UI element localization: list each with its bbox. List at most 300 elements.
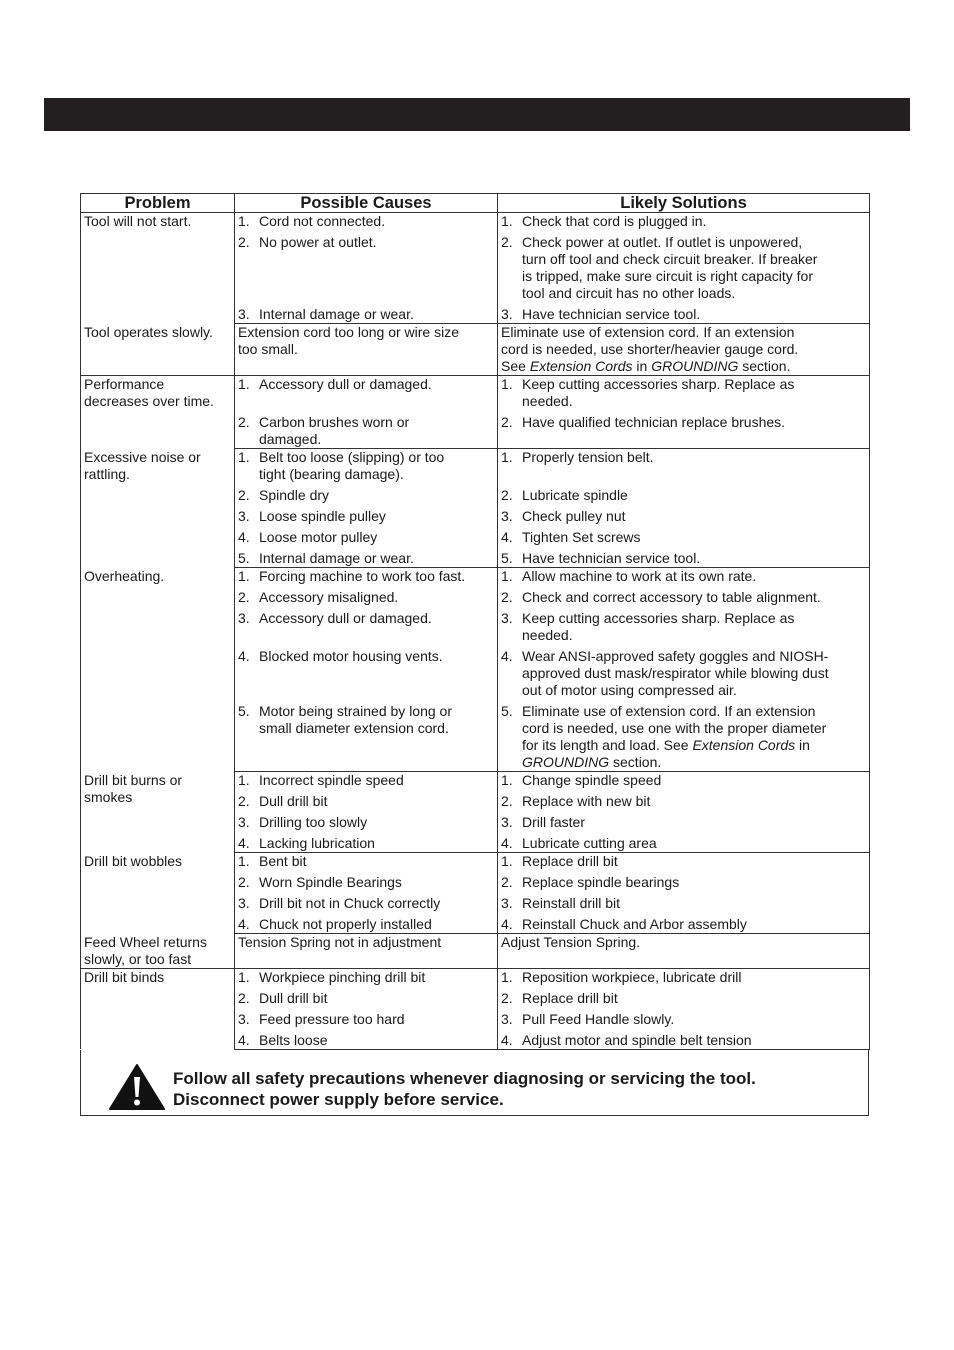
solution-text <box>522 990 867 1007</box>
solution-cell <box>498 376 870 415</box>
solution-line: Replace drill bit <box>522 989 618 1006</box>
cause-cell <box>235 414 498 449</box>
cause-cell <box>235 234 498 306</box>
solution-number: 2. <box>501 234 513 250</box>
problem-text: slowly, or too fast <box>84 950 192 967</box>
cause-number: 2. <box>238 414 250 430</box>
solution-line: turn off tool and check circuit breaker. If breaker <box>522 251 818 267</box>
table-row <box>81 568 870 590</box>
solution-line: Replace spindle bearings <box>522 874 680 890</box>
solution-text <box>522 414 867 431</box>
header-possible-causes: Possible Causes <box>235 194 498 213</box>
solution-text <box>522 835 867 852</box>
solution-item <box>501 529 867 546</box>
solution-cell <box>498 916 870 934</box>
solution-text <box>522 610 867 644</box>
solution-line: Replace drill bit <box>522 853 618 869</box>
cause-line: Forcing machine to work too fast. <box>259 568 466 584</box>
header-likely-solutions: Likely Solutions <box>498 194 870 213</box>
cause-text <box>259 990 495 1007</box>
cause-text <box>259 449 495 483</box>
solution-number: 2. <box>501 589 513 605</box>
cause-text <box>259 916 495 933</box>
solution-text <box>522 648 867 699</box>
cause-text <box>259 306 495 323</box>
solution-line: Eliminate use of extension cord. If an extension <box>501 324 795 340</box>
problem-text: Overheating. <box>84 567 165 584</box>
cause-text <box>259 793 495 810</box>
cause-line: Feed pressure too hard <box>259 1010 405 1027</box>
cause-item <box>238 529 495 546</box>
table-row <box>81 853 870 875</box>
cause-line: Extension cord too long or wire size <box>238 324 459 340</box>
cause-text <box>259 814 495 831</box>
cause-cell <box>235 835 498 853</box>
solution-line: Lubricate cutting area <box>522 835 657 851</box>
problem-cell <box>81 968 235 1049</box>
cause-item <box>238 793 495 810</box>
solution-line: out of motor using compressed air. <box>522 682 737 698</box>
cause-item <box>238 449 495 483</box>
cause-item <box>238 568 495 585</box>
problem-cell <box>81 376 235 449</box>
solution-item <box>501 487 867 504</box>
solution-number: 3. <box>501 895 513 911</box>
cause-line: Belt too loose (slipping) or too <box>259 449 445 465</box>
cause-item <box>238 376 495 393</box>
cause-number: 4. <box>238 1031 250 1048</box>
solution-number: 1. <box>501 568 513 584</box>
solution-number: 2. <box>501 874 513 890</box>
cause-number: 3. <box>238 1010 250 1027</box>
solution-line: Reposition workpiece, lubricate drill <box>522 968 742 985</box>
warning-text <box>173 1068 756 1110</box>
solution-line: Have technician service tool. <box>522 306 701 322</box>
cause-line: Chuck not properly installed <box>259 916 432 932</box>
solution-text <box>522 306 867 323</box>
problem-cell <box>81 449 235 568</box>
cause-line: Tension Spring not in adjustment <box>238 934 442 950</box>
solution-cell <box>498 306 870 324</box>
cause-text <box>259 853 495 870</box>
solution-line: Have technician service tool. <box>522 550 701 566</box>
cause-text <box>259 703 495 737</box>
solution-number: 3. <box>501 814 513 830</box>
cause-text <box>259 969 495 986</box>
cause-number: 3. <box>238 610 250 626</box>
solution-number: 4. <box>501 648 513 664</box>
cause-number: 1. <box>238 213 250 229</box>
solution-text <box>522 703 867 771</box>
solution-line: Pull Feed Handle slowly. <box>522 1010 675 1027</box>
header-problem: Problem <box>81 194 235 213</box>
table-row <box>81 449 870 488</box>
cause-cell <box>235 589 498 610</box>
cause-line: Loose spindle pulley <box>259 508 386 524</box>
solution-line: Wear ANSI-approved safety goggles and NIOSH- <box>522 648 829 664</box>
cause-number: 4. <box>238 916 250 932</box>
solution-text <box>522 508 867 525</box>
cause-item <box>238 703 495 737</box>
solution-line: cord is needed, use shorter/heavier gauge cord. <box>501 341 799 357</box>
solution-line: cord is needed, use one with the proper diameter <box>522 720 827 736</box>
solution-text <box>522 814 867 831</box>
safety-warning <box>80 1050 869 1116</box>
problem-text: Tool operates slowly. <box>84 323 213 340</box>
cause-item <box>238 853 495 870</box>
solution-text <box>522 969 867 986</box>
cause-line: Accessory dull or damaged. <box>259 610 432 626</box>
problem-text: Drill bit binds <box>84 968 165 985</box>
solution-line <box>522 737 867 754</box>
solution-number: 1. <box>501 213 513 229</box>
cause-cell <box>235 703 498 772</box>
cause-item <box>238 610 495 627</box>
cause-line: Spindle dry <box>259 487 330 503</box>
cause-number: 2. <box>238 589 250 605</box>
solution-cell <box>498 550 870 568</box>
cause-item <box>238 487 495 504</box>
cause-cell <box>235 324 498 376</box>
solution-line: Allow machine to work at its own rate. <box>522 568 757 584</box>
solution-item <box>501 772 867 789</box>
solution-item <box>501 550 867 567</box>
solution-number: 5. <box>501 703 513 719</box>
solution-line: Tighten Set screws <box>522 529 641 545</box>
solution-cell <box>498 874 870 895</box>
problem-text: Drill bit wobbles <box>84 852 183 869</box>
solution-text <box>522 916 867 933</box>
cause-item <box>238 1032 495 1049</box>
solution-cell <box>498 449 870 488</box>
cause-cell <box>235 895 498 916</box>
solution-item <box>501 306 867 323</box>
cause-item <box>238 234 495 251</box>
cause-cell <box>235 772 498 794</box>
cause-number: 1. <box>238 772 250 788</box>
solution-number: 3. <box>501 1010 513 1027</box>
solution-item <box>501 793 867 810</box>
solution-number: 4. <box>501 529 513 545</box>
solution-line: Drill faster <box>522 814 586 830</box>
cause-line: Loose motor pulley <box>259 529 378 545</box>
solution-line: Lubricate spindle <box>522 487 628 503</box>
solution-number: 2. <box>501 989 513 1006</box>
cause-text <box>259 1011 495 1028</box>
italic-ref: Extension Cords <box>529 358 633 374</box>
cause-number: 1. <box>238 568 250 584</box>
solution-text <box>522 793 867 810</box>
cause-cell <box>235 529 498 550</box>
solution-line <box>501 358 867 375</box>
solution-item <box>501 835 867 852</box>
cause-line: No power at outlet. <box>259 234 377 250</box>
cause-cell <box>235 853 498 875</box>
solution-text <box>522 550 867 567</box>
cause-number: 3. <box>238 814 250 830</box>
cause-item <box>238 969 495 986</box>
cause-item <box>238 814 495 831</box>
text-segment: for its length and load. See <box>522 737 693 753</box>
cause-cell <box>235 610 498 648</box>
cause-line: small diameter extension cord. <box>259 720 449 736</box>
table-row <box>81 213 870 235</box>
cause-line: Internal damage or wear. <box>259 306 414 322</box>
cause-number: 2. <box>238 989 250 1006</box>
cause-number: 1. <box>238 449 250 465</box>
solution-text <box>522 772 867 789</box>
cause-text <box>259 835 495 852</box>
cause-cell <box>235 990 498 1011</box>
cause-cell <box>235 648 498 703</box>
solution-cell <box>498 324 870 376</box>
cause-cell <box>235 568 498 590</box>
solution-item <box>501 449 867 466</box>
solution-text <box>522 895 867 912</box>
cause-line: Bent bit <box>259 853 307 869</box>
solution-cell <box>498 835 870 853</box>
solution-item <box>501 990 867 1007</box>
solution-line: needed. <box>522 627 573 643</box>
solution-cell <box>498 414 870 449</box>
text-segment: See <box>501 358 530 374</box>
solution-line: Reinstall drill bit <box>522 895 621 911</box>
cause-number: 1. <box>238 376 250 392</box>
table-header-row <box>81 194 870 213</box>
solution-cell <box>498 853 870 875</box>
solution-cell <box>498 234 870 306</box>
solution-text <box>522 568 867 585</box>
problem-cell <box>81 213 235 324</box>
cause-line: damaged. <box>259 431 322 447</box>
solution-line: Have qualified technician replace brushes. <box>522 414 786 430</box>
cause-number: 2. <box>238 234 250 250</box>
solution-cell <box>498 487 870 508</box>
table-row <box>81 968 870 990</box>
solution-number: 3. <box>501 610 513 626</box>
solution-line: Properly tension belt. <box>522 449 654 465</box>
text-segment: section. <box>609 754 662 770</box>
cause-line: Dull drill bit <box>259 793 328 809</box>
solution-cell <box>498 990 870 1011</box>
solution-number: 4. <box>501 916 513 932</box>
cause-number: 2. <box>238 487 250 503</box>
solution-cell <box>498 772 870 794</box>
cause-item <box>238 1011 495 1028</box>
cause-item <box>238 990 495 1007</box>
solution-line: Keep cutting accessories sharp. Replace as <box>522 610 795 626</box>
solution-number: 3. <box>501 508 513 524</box>
text-segment: section. <box>738 358 791 374</box>
cause-item <box>238 916 495 933</box>
solution-text <box>522 213 867 230</box>
italic-ref: GROUNDING <box>522 754 610 770</box>
cause-number: 4. <box>238 835 250 851</box>
table-row <box>81 324 870 376</box>
solution-text <box>522 487 867 504</box>
cause-cell <box>235 1011 498 1032</box>
solution-cell <box>498 895 870 916</box>
cause-text <box>259 529 495 546</box>
cause-number: 5. <box>238 703 250 719</box>
solution-line: Adjust Tension Spring. <box>501 934 641 950</box>
cause-line: Dull drill bit <box>259 989 328 1006</box>
solution-item <box>501 589 867 606</box>
cause-number: 3. <box>238 895 250 911</box>
solution-item <box>501 874 867 891</box>
solution-cell <box>498 968 870 990</box>
cause-item <box>238 895 495 912</box>
solution-cell <box>498 529 870 550</box>
cause-item <box>238 589 495 606</box>
cause-text <box>259 772 495 789</box>
cause-cell <box>235 916 498 934</box>
text-segment: in <box>795 737 810 753</box>
solution-number: 1. <box>501 376 513 392</box>
solution-cell <box>498 213 870 235</box>
solution-number: 1. <box>501 968 513 985</box>
table-row <box>81 772 870 794</box>
problem-cell <box>81 324 235 376</box>
cause-text <box>259 508 495 525</box>
solution-line: Check pulley nut <box>522 508 626 524</box>
solution-line: approved dust mask/respirator while blowing dust <box>522 665 829 681</box>
problem-text: Tool will not start. <box>84 213 192 229</box>
solution-line: Check that cord is plugged in. <box>522 213 707 229</box>
cause-text <box>259 610 495 627</box>
solution-number: 2. <box>501 487 513 503</box>
problem-cell <box>81 934 235 969</box>
italic-ref: GROUNDING <box>651 358 739 374</box>
solution-item <box>501 1032 867 1049</box>
solution-number: 1. <box>501 449 513 465</box>
header-bar <box>44 98 910 131</box>
cause-cell <box>235 934 498 969</box>
cause-item <box>238 772 495 789</box>
solution-line: needed. <box>522 393 573 409</box>
problem-cell <box>81 568 235 772</box>
cause-text <box>259 414 495 448</box>
cause-line: Cord not connected. <box>259 213 386 229</box>
cause-item <box>238 835 495 852</box>
solution-item <box>501 969 867 986</box>
problem-cell <box>81 853 235 934</box>
cause-number: 1. <box>238 968 250 985</box>
solution-item <box>501 610 867 644</box>
solution-cell <box>498 589 870 610</box>
cause-line: Accessory dull or damaged. <box>259 376 432 392</box>
solution-line: Check and correct accessory to table alignment. <box>522 589 821 605</box>
solution-cell <box>498 568 870 590</box>
solution-cell <box>498 814 870 835</box>
cause-text <box>259 895 495 912</box>
cause-text <box>259 589 495 606</box>
problem-text: Excessive noise or <box>84 448 201 465</box>
solution-item <box>501 895 867 912</box>
solution-text <box>522 449 867 466</box>
cause-number: 4. <box>238 529 250 545</box>
solution-line: Adjust motor and spindle belt tension <box>522 1031 752 1048</box>
solution-item <box>501 1011 867 1028</box>
solution-cell <box>498 1032 870 1050</box>
solution-item <box>501 414 867 431</box>
solution-item <box>501 703 867 771</box>
solution-item <box>501 213 867 230</box>
solution-line: Check power at outlet. If outlet is unpowered, <box>522 234 803 250</box>
solution-number: 1. <box>501 772 513 788</box>
cause-line: Motor being strained by long or <box>259 703 452 719</box>
solution-item <box>501 814 867 831</box>
cause-cell <box>235 793 498 814</box>
warning-triangle-icon <box>108 1063 166 1111</box>
solution-line: Keep cutting accessories sharp. Replace as <box>522 376 795 392</box>
solution-item <box>501 916 867 933</box>
cause-item <box>238 648 495 665</box>
cause-text <box>259 376 495 393</box>
solution-number: 4. <box>501 1031 513 1048</box>
solution-text <box>522 529 867 546</box>
cause-text <box>259 874 495 891</box>
troubleshooting-grid <box>80 193 870 1050</box>
solution-number: 3. <box>501 306 513 322</box>
cause-text <box>259 213 495 230</box>
cause-item <box>238 874 495 891</box>
solution-item <box>501 376 867 410</box>
solution-line: Change spindle speed <box>522 772 662 788</box>
cause-cell <box>235 814 498 835</box>
solution-cell <box>498 610 870 648</box>
solution-item <box>501 234 867 302</box>
problem-text: Performance <box>84 376 165 392</box>
solution-item <box>501 568 867 585</box>
cause-item <box>238 550 495 567</box>
solution-cell <box>498 648 870 703</box>
cause-text <box>259 648 495 665</box>
solution-cell <box>498 1011 870 1032</box>
solution-number: 2. <box>501 414 513 430</box>
cause-number: 2. <box>238 793 250 809</box>
warning-line-1: Follow all safety precautions whenever diagnosing or servicing the tool. <box>173 1068 756 1088</box>
cause-cell <box>235 1032 498 1050</box>
cause-line: Worn Spindle Bearings <box>259 874 402 890</box>
cause-line: Internal damage or wear. <box>259 550 414 566</box>
cause-number: 3. <box>238 306 250 322</box>
troubleshooting-table <box>80 193 869 1116</box>
cause-cell <box>235 306 498 324</box>
cause-item <box>238 414 495 448</box>
cause-cell <box>235 213 498 235</box>
solution-number: 1. <box>501 853 513 869</box>
problem-text: rattling. <box>84 465 130 482</box>
table-row <box>81 934 870 969</box>
solution-text <box>522 1011 867 1028</box>
solution-item <box>501 853 867 870</box>
cause-cell <box>235 550 498 568</box>
solution-line: Eliminate use of extension cord. If an extension <box>522 703 816 719</box>
cause-cell <box>235 508 498 529</box>
table-body <box>81 213 870 1050</box>
cause-line: Belts loose <box>259 1031 328 1048</box>
solution-text <box>522 853 867 870</box>
solution-cell <box>498 793 870 814</box>
cause-line: Carbon brushes worn or <box>259 414 410 430</box>
solution-item <box>501 648 867 699</box>
solution-number: 2. <box>501 793 513 809</box>
cause-number: 3. <box>238 508 250 524</box>
solution-line <box>522 754 867 771</box>
cause-item <box>238 306 495 323</box>
solution-text <box>522 1032 867 1049</box>
